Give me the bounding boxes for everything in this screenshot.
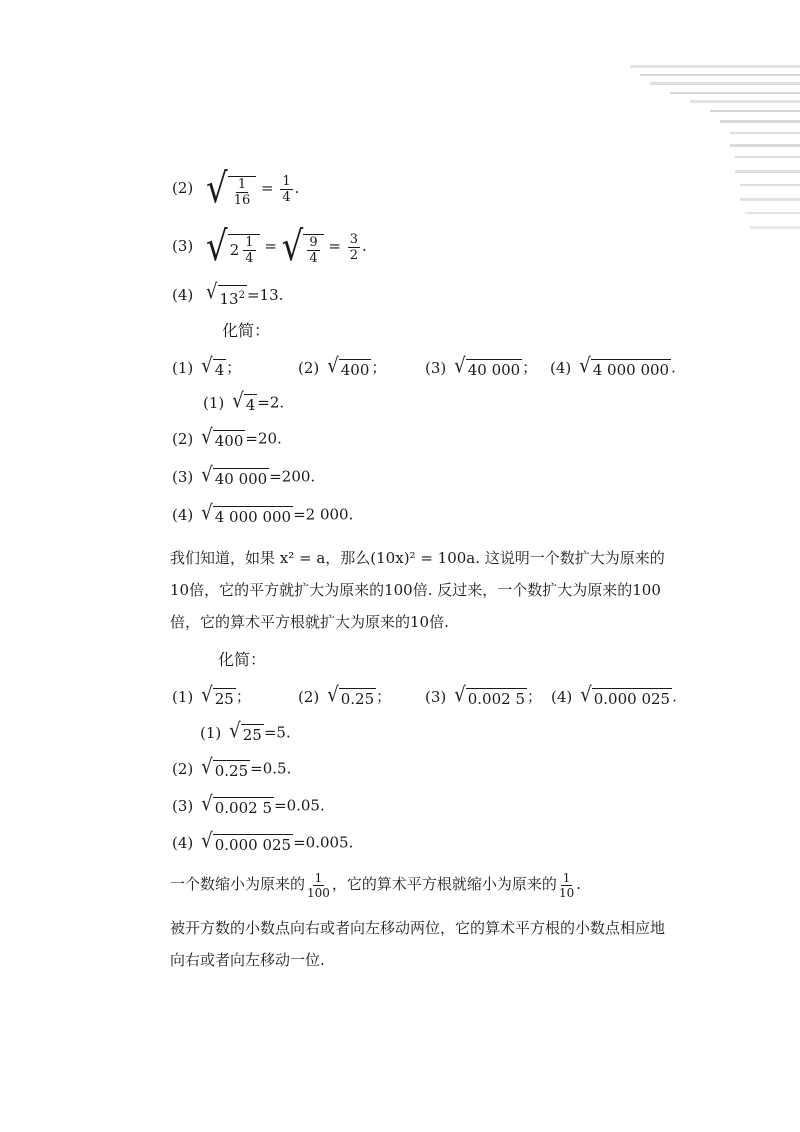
ex2-task1: (1) √ 4 ； xyxy=(172,354,242,379)
ex3-sol1: (1) √ 25 =5. xyxy=(200,719,291,744)
ex3-task2: (2) √ 0.25 ； xyxy=(298,683,392,708)
scan-noise-corner xyxy=(620,60,800,250)
paragraph-decimal-point-rule: 被开方数的小数点向右或者向左移动两位，它的算术平方根的小数点相应地向右或者向左移动一位. xyxy=(170,919,666,969)
ex2-sol2: (2) √ 400 =20. xyxy=(172,425,282,450)
paragraph-scaling-down: 一个数缩小为原来的 $\frac{1}{100}$ ，它的算术平方根就缩小为原来的 $\frac{1}{10}$ . xyxy=(170,870,581,900)
ex3-task3: (3) √ 0.002 5 ； xyxy=(425,683,543,708)
sqrt-sign: √ $\frac{1}{16}$ xyxy=(206,170,256,208)
ex1-item4: (4) √ $13^2$ =13. xyxy=(172,279,284,308)
example2-heading: 化简： xyxy=(222,321,271,340)
ex2-sol1: (1) √ 4 =2. xyxy=(203,389,285,414)
ex2-sol3: (3) √ 40 000 =200. xyxy=(172,463,316,488)
ex2-sol4: (4) √ 4 000 000 =2 000. xyxy=(172,501,354,526)
ex3-sol4: (4) √ 0.000 025 =0.005. xyxy=(172,829,354,854)
ex3-task1: (1) √ 25 ； xyxy=(172,683,251,708)
ex1-item3: (3) √ 2 $\frac{1}{4}$ = √ $\frac{9}{4}$ = $\frac{3}{2}$ . xyxy=(172,223,367,271)
ex2-task2: (2) √ 400 ； xyxy=(298,354,387,379)
ex2-task3: (3) √ 40 000 ； xyxy=(425,354,538,379)
ex2-task4: (4) √ 4 000 000 . xyxy=(550,354,676,379)
ex1-item2: (2) √ $\frac{1}{16}$ = $\frac{1}{4}$ . xyxy=(172,165,300,213)
paragraph-scaling-up: 我们知道，如果 x² = a，那么(10x)² = 100a. 这说明一个数扩大为原来的10倍，它的平方就扩大为原来的100倍. 反过来，一个数扩大为原来的100倍，它的算术平方根就扩大为原来的10倍. xyxy=(170,549,665,631)
ex3-sol2: (2) √ 0.25 =0.5. xyxy=(172,755,292,780)
ex3-sol3: (3) √ 0.002 5 =0.05. xyxy=(172,792,325,817)
example3-heading: 化简： xyxy=(218,650,267,669)
ex3-task4: (4) √ 0.000 025 . xyxy=(551,683,677,708)
